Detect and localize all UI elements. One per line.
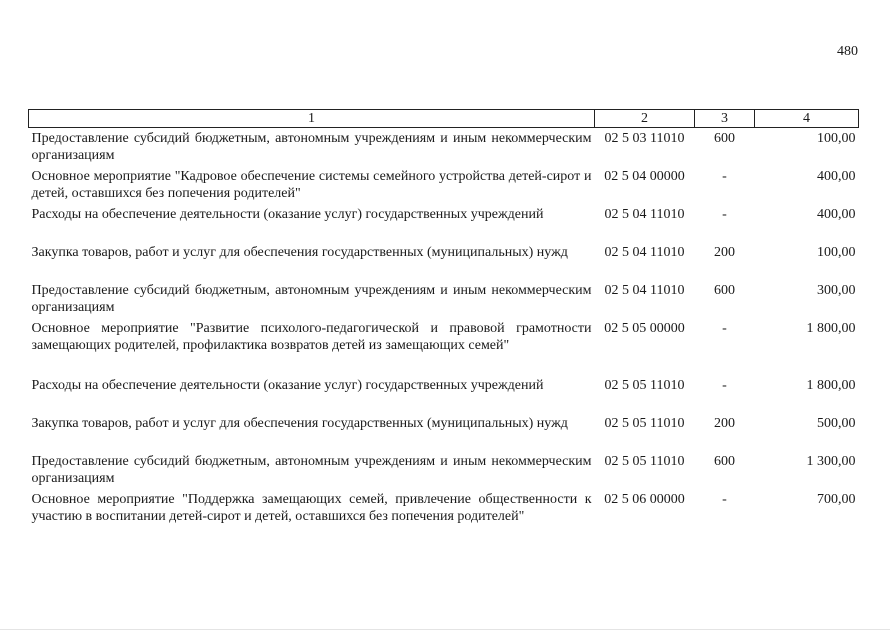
row-code: 02 5 04 11010 xyxy=(604,245,685,260)
row-amount: 100,00 xyxy=(817,131,856,146)
row-code: 02 5 05 11010 xyxy=(604,416,685,431)
row-code: 02 5 05 11010 xyxy=(604,378,685,393)
row-code: 02 5 04 11010 xyxy=(604,283,685,298)
table-row xyxy=(29,204,859,242)
row-expense-kind: - xyxy=(722,169,727,184)
column-header-1: 1 xyxy=(29,110,595,128)
row-description: Закупка товаров, работ и услуг для обеспечения государственных (муниципальных) нужд xyxy=(31,416,568,431)
table-header-row xyxy=(29,110,859,128)
row-description: Расходы на обеспечение деятельности (оказание услуг) государственных учреждений xyxy=(31,207,544,222)
table-row xyxy=(29,242,859,280)
table-row xyxy=(29,128,859,167)
table-row xyxy=(29,166,859,204)
table-row xyxy=(29,375,859,413)
row-expense-kind: 600 xyxy=(714,283,735,298)
row-expense-kind: 600 xyxy=(714,454,735,469)
row-description: Основное мероприятие "Кадровое обеспечение системы семейного устройства детей-сирот и детей, оставшихся без попечения родителей" xyxy=(31,169,592,201)
row-amount: 500,00 xyxy=(817,416,856,431)
row-description: Закупка товаров, работ и услуг для обеспечения государственных (муниципальных) нужд xyxy=(31,245,568,260)
row-amount: 1 300,00 xyxy=(806,454,856,469)
row-code: 02 5 05 00000 xyxy=(604,321,685,336)
row-expense-kind: 200 xyxy=(714,416,735,431)
row-description: Предоставление субсидий бюджетным, автономным учреждениям и иным некоммерческим организациям xyxy=(31,131,592,163)
row-amount: 700,00 xyxy=(817,492,856,507)
row-code: 02 5 04 11010 xyxy=(604,207,685,222)
row-description: Основное мероприятие "Развитие психолого-педагогической и правовой грамотности замещающих родителей, профилактика возвратов детей из замещающих семей" xyxy=(31,321,592,353)
row-amount: 1 800,00 xyxy=(806,321,856,336)
budget-table xyxy=(28,109,859,527)
table-row xyxy=(29,318,859,375)
row-amount: 100,00 xyxy=(817,245,856,260)
row-expense-kind: - xyxy=(722,207,727,222)
row-expense-kind: - xyxy=(722,378,727,393)
row-amount: 400,00 xyxy=(817,207,856,222)
row-amount: 400,00 xyxy=(817,169,856,184)
row-expense-kind: - xyxy=(722,492,727,507)
scan-edge-line xyxy=(0,629,890,630)
row-expense-kind: 600 xyxy=(714,131,735,146)
row-expense-kind: 200 xyxy=(714,245,735,260)
table-row xyxy=(29,413,859,451)
table-row xyxy=(29,280,859,318)
row-description: Предоставление субсидий бюджетным, автономным учреждениям и иным некоммерческим организациям xyxy=(31,454,592,486)
row-amount: 1 800,00 xyxy=(806,378,856,393)
row-expense-kind: - xyxy=(722,321,727,336)
row-code: 02 5 05 11010 xyxy=(604,454,685,469)
row-code: 02 5 04 00000 xyxy=(604,169,685,184)
page-number: 480 xyxy=(837,44,858,59)
table-row xyxy=(29,451,859,489)
table-row xyxy=(29,489,859,527)
row-description: Расходы на обеспечение деятельности (оказание услуг) государственных учреждений xyxy=(31,378,544,393)
column-header-3: 3 xyxy=(695,110,755,128)
row-amount: 300,00 xyxy=(817,283,856,298)
column-header-4: 4 xyxy=(755,110,859,128)
column-header-2: 2 xyxy=(595,110,695,128)
row-code: 02 5 06 00000 xyxy=(604,492,685,507)
row-description: Основное мероприятие "Поддержка замещающих семей, привлечение общественности к участию в воспитании детей-сирот и детей, оставшихся без попечения родителей" xyxy=(31,492,592,524)
row-code: 02 5 03 11010 xyxy=(604,131,685,146)
row-description: Предоставление субсидий бюджетным, автономным учреждениям и иным некоммерческим организациям xyxy=(31,283,592,315)
